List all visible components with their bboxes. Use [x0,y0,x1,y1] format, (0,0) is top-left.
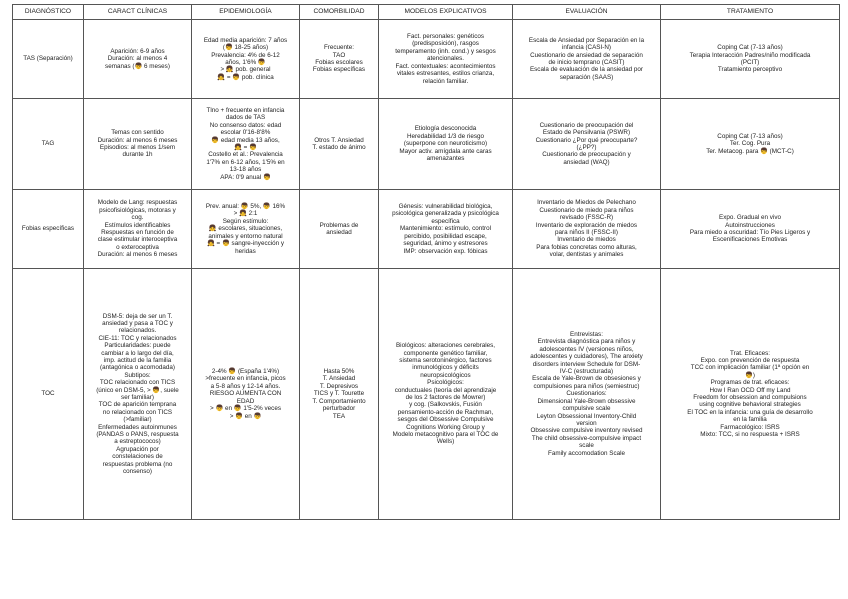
header-epidemiologia: EPIDEMIOLOGÍA [192,5,300,20]
cell-line: Autoinstrucciones [725,221,775,229]
header-clinicas: CARACT CLÍNICAS [84,5,192,20]
cell-line: psicológica generalizada y psicológica [392,210,499,218]
cell-line: adolescentes IV (versiones niños, [539,345,634,353]
cell-line: No consenso datos: edad [209,121,282,129]
cell-line: TOC relacionado con TICS [99,379,176,387]
cell-line: ansiedad [326,229,352,236]
cell-line: IV-C (estructurada) [559,368,614,376]
cell-line: Agrupación por [116,445,159,453]
cell-line: Fact. contextuales: acontecimientos [395,62,496,70]
cell-line: IMP: observación exp. fóbicas [403,247,488,255]
cell-line: imp. actitud de la familia [103,356,172,364]
cell-line: psicofisiológicas, motoras y [99,206,176,214]
cell-line: DSM-5: deja de ser un T. [102,312,173,320]
cell-diagnostico: Fobias específicas [13,190,84,269]
cell-line: scale [579,442,594,450]
cell-line: Mayor activ. amígdala ante caras [399,147,492,155]
cell-line: T. Depresivos [319,382,359,390]
table-body [13,20,840,520]
cell-line: Enfermedades autoinmunes [98,423,177,431]
cell-line: sesgos del Obsessive Compulsive [397,416,494,424]
cell-line: semanas (👦 6 meses) [105,62,170,70]
cell-line: Inventario de exploración de miedos [535,221,638,229]
cell-line: (predisposición), rasgos [412,40,479,48]
cell-line: en la familia [733,416,767,424]
cell-line: Costello et al.: Prevalencia [208,151,283,159]
cell-line: Respuestas en función de [101,229,174,236]
cell-line: Duración: al menos 6 meses [97,251,178,259]
cell-line: Edad media aparición: 7 años [203,36,288,44]
cell-line: Particularidades: puede [104,342,171,350]
cell-line: Programas de trat. eficaces: [710,379,790,387]
cell-line: escolar 0'16-8'8% [220,129,271,137]
cell-line: Leyton Obsessional Inventory-Child [536,412,637,420]
cell-line: inmunológicos y déficits [412,364,479,372]
cell-line: relacionados. [118,327,157,335]
cell-line: Cuestionario de ansiedad de separación [530,51,643,59]
cell-line: infancia (CASI-N) [562,44,611,52]
diagnosis-table [12,4,840,520]
cell-diagnostico: TOC [13,269,84,520]
cell-comorbilidad [300,20,379,99]
cell-line: Según estímulo: [222,217,269,225]
cell-line: adolescentes y cuidadores), The anxiety [530,353,643,361]
cell-line: Etiología desconocida [414,125,477,133]
cell-line: (👦 18-25 años) [222,44,269,52]
cell-line: RIESGO AUMENTA CON [209,390,282,398]
cell-line: TAO [332,51,346,59]
cell-line: 👦 edad media 13 años, [211,136,280,144]
cell-line: Biológicos: alteraciones cerebrales, [395,342,496,350]
cell-diagnostico: TAG [13,99,84,190]
cell-line: 👧 = 👦 pob. clínica [217,73,274,81]
cell-line: disorders interview Schedule for DSM- [532,360,641,368]
cell-line: TOC de aparición temprana [98,401,177,409]
cell-line: constelaciones de [112,453,163,461]
table-row [13,20,840,99]
cell-tratamiento [661,20,840,99]
cell-line: APA: 0'9 anual 👦 [220,173,271,181]
cell-evaluacion [513,269,661,520]
cell-line: 👦) [745,371,755,379]
cell-line: Escala de Yale-Brown de obsesiones y [532,375,641,383]
cell-line: TEA [332,412,346,420]
cell-line: temperamento (inh. cond.) y sesgos [395,47,496,55]
cell-line: para niños II (FSSC-II) [555,229,618,236]
cell-line: TCC con implicación familiar (1ª opción en [690,364,810,372]
cell-line: Expo. con prevención de respuesta [700,356,800,364]
cell-line: > 👦 en 👦 [229,412,262,420]
cell-line: Fact. personales: genéticos [406,33,484,41]
cell-line: o exteroceptiva [116,243,159,251]
cell-line: Tratamiento perceptivo [717,66,783,74]
cell-line: Estado de Pensilvania (PSWR) [542,129,631,137]
cell-line: conductuales (teoría del aprendizaje [394,386,497,394]
cell-line: Coping Cat (7-13 años) [717,44,783,52]
cell-line: sistema serotoninérgico, factores [399,356,492,364]
cell-line: 👧 = 👦 [234,144,257,151]
cell-line: no relacionado con TICS [102,408,173,416]
cell-line: animales y entorno natural [208,232,283,240]
cell-line: using cognitive behavioral strategies [699,401,801,409]
cell-tratamiento [661,190,840,269]
cell-clinicas [84,269,192,520]
cell-line: y cog. (Salkovskis, Fusión [409,401,482,409]
cell-line: amenazantes [426,155,465,163]
cell-comorbilidad [300,99,379,190]
cell-line: Escala de Ansiedad por Separación en la [528,36,645,44]
cell-line: T. Comportamiento [312,397,366,405]
cell-comorbilidad [300,190,379,269]
cell-line: > 👦 en 👦 1'5-2% veces [210,405,281,413]
cell-line: Mantenimiento: estímulo, control [400,225,491,233]
cell-line: Tlno + frecuente en infancia [206,106,285,114]
cell-line: Prevalencia: 4% de 6-12 [211,51,280,59]
cell-line: (único en DSM-5, > 👦, suele [96,386,179,394]
cell-line: Ter. Metacog. para 👦 (MCT-C) [706,147,794,155]
cell-tratamiento [661,99,840,190]
cell-line: Psicológicos: [427,379,464,387]
cell-line: Otros T. Ansiedad [314,136,364,144]
cell-line: T. estado de ánimo [312,144,366,151]
cell-line: 1'7% en 6-12 años, 1'5% en [206,158,285,166]
cell-line: consenso) [122,468,153,476]
cell-epidemiologia [192,20,300,99]
cell-modelos [379,190,513,269]
cell-modelos [379,99,513,190]
cell-line: (antagónica o acomodada) [100,364,175,372]
cell-line: dados de TAS [225,114,266,122]
cell-line: Duración: al menos 6 meses [97,136,178,144]
cell-line: seguridad, ánimo y estresores [403,240,488,248]
cell-line: cog. [131,214,144,222]
cell-line: Para miedo a oscuridad: Tío Pies Ligeros y [689,229,811,236]
cell-line: cambiar a lo largo del día, [101,349,174,357]
cell-line: CIE-11: TOC y relacionados [98,334,177,342]
table-row [13,99,840,190]
cell-line: Entrevistas: [570,331,603,339]
cell-line: 👧 escolares, situaciones, [208,225,283,233]
cell-line: Cuestionario ¿Por qué preocuparte? [535,136,638,144]
cell-comorbilidad [300,269,379,520]
cell-line: Farmacológico: ISRS [720,423,780,431]
cell-line: Fobias escolares [315,59,363,66]
cell-line: Obsessive compulsive inventory revised [530,427,643,435]
cell-evaluacion [513,99,661,190]
cell-line: Escala de evaluación de la ansiedad por [529,66,644,74]
cell-line: >frecuente en infancia, picos [205,375,286,383]
cell-line: Wells) [436,438,455,446]
cell-line: version [576,419,597,427]
cell-line: clase estimular interoceptiva [97,236,178,244]
cell-line: How I Ran OCD Off my Land [709,386,791,394]
cell-line: Génesis: vulnerabilidad biológica, [398,203,493,211]
cell-line: EDAD [236,397,255,405]
cell-line: 2-4% 👦 (España 1'4%) [211,368,280,376]
cell-tratamiento [661,269,840,520]
cell-line: (>familiar) [123,416,152,424]
cell-line: Family accomodation Scale [548,449,625,457]
cell-line: Temas con sentido [111,129,164,137]
cell-line: neuropsicológicos [420,371,471,379]
cell-line: a 5-8 años y 12-14 años. [210,382,281,390]
cell-line: Duración: al menos 4 [107,55,168,63]
cell-line: Mixto: TCC, si no respuesta + ISRS [700,431,800,439]
cell-modelos [379,269,513,520]
cell-line: perturbador [322,405,356,413]
cell-line: TICS y T. Tourette [313,390,365,398]
cell-line: Para fobias concretas como alturas, [536,243,637,251]
cell-clinicas [84,99,192,190]
cell-line: > 👧 2:1 [233,210,258,218]
cell-line: Heredabilidad 1/3 de riesgo [406,132,484,140]
cell-line: Inventario de Miedos de Pelechano [537,199,636,207]
cell-clinicas [84,20,192,99]
cell-evaluacion [513,20,661,99]
cell-line: Dimensional Yale-Brown obsessive [537,397,636,405]
cell-line: volar, dentistas y animales [549,251,624,259]
cell-line: (PCIT) [740,59,760,66]
cell-line: (PANDAS o PANS, respuesta [96,431,179,439]
cell-line: de los 2 factores de Mowrer) [405,394,486,401]
cell-line: Cognitions Working Group y [406,423,485,431]
table-row [13,269,840,520]
cell-line: 13-18 años [229,166,262,174]
cell-line: (¿PP?) [576,144,597,151]
cell-line: The child obsessive-compulsive impact [531,434,642,442]
cell-evaluacion [513,190,661,269]
cell-line: atencionales. [426,55,465,63]
cell-line: Inventario de miedos [557,236,616,244]
cell-line: Modelo de Lang: respuestas [97,199,178,207]
cell-line: Estímulos identificables [104,221,171,229]
cell-epidemiologia [192,190,300,269]
cell-line: Cuestionario de preocupación y [542,151,631,159]
cell-line: compulsiones para niños (semiestruc) [533,382,640,390]
summary-sheet [12,4,839,520]
cell-line: Hasta 50% [323,368,355,376]
cell-line: separación (SAAS) [559,73,614,81]
cell-line: Ter. Cog. Pura [729,140,771,148]
cell-line: componente genético familiar, [403,349,488,357]
cell-line: (superpone con neuroticismo) [403,140,488,148]
header-comorbilidad: COMORBILIDAD [300,5,379,20]
header-tratamiento: TRATAMIENTO [661,5,840,20]
cell-line: Escenificaciones Emotivas [712,236,788,244]
cell-line: Cuestionario de preocupación del [539,121,634,129]
header-evaluacion: EVALUACIÓN [513,5,661,20]
cell-line: 👧 = 👦 sangre-inyección y [206,240,285,248]
cell-line: respuestas problema (no [102,460,173,468]
cell-line: Coping Cat (7-13 años) [717,132,783,140]
cell-line: Episodios: al menos 1/sem [99,144,176,151]
cell-clinicas [84,190,192,269]
cell-line: Expo. Gradual en vivo [719,214,781,222]
header-row [13,5,840,20]
cell-line: Terapia Interacción Padres/niño modificada [689,51,811,59]
cell-line: Trat. Eficaces: [729,349,770,357]
cell-line: a estreptococos) [114,438,161,446]
cell-modelos [379,20,513,99]
header-diagnostico: DIAGNÓSTICO [13,5,84,20]
cell-line: > 👧 pob. general [220,66,271,74]
cell-diagnostico: TAS (Separación) [13,20,84,99]
cell-line: T. Ansiedad [322,375,356,383]
cell-line: ser familiar) [121,394,154,401]
cell-line: años, 1'6% 👦 [225,59,266,66]
cell-line: percibido, posibilidad escape, [404,232,487,240]
cell-line: relación familiar. [422,77,469,85]
cell-line: Aparición: 6-9 años [110,47,165,55]
cell-line: vitales estresantes, estilos crianza, [396,70,495,78]
cell-line: Frecuente: [323,44,355,52]
cell-epidemiologia [192,269,300,520]
cell-line: heridas [235,247,256,255]
cell-line: Freedom for obsession and compulsions [693,394,807,401]
cell-line: compulsive scale [562,405,611,413]
cell-line: El TOC en la infancia: una guía de desarrollo [687,408,813,416]
cell-line: específica [431,217,460,225]
cell-line: Problemas de [319,221,359,229]
cell-epidemiologia [192,99,300,190]
cell-line: Cuestionario de miedo para niños [539,206,634,214]
cell-line: Fobias específicas [312,66,366,74]
cell-line: Subtipos: [124,371,151,379]
cell-line: de inicio temprano (CASIT) [548,59,625,66]
cell-line: ansiedad (WAQ) [563,158,610,166]
cell-line: ansiedad y pasa a TOC y [102,319,173,327]
cell-line: Entrevista diagnóstica para niños y [537,338,636,346]
cell-line: durante 1h [122,151,153,159]
cell-line: revisado (FSSC-R) [559,214,614,222]
cell-line: Cuestionarios: [566,390,607,398]
cell-line: pensamiento-acción de Rachman, [397,408,494,416]
cell-line: Modelo metacognitivo para el TOC de [392,431,499,439]
header-modelos: MODELOS EXPLICATIVOS [379,5,513,20]
cell-line: Prev. anual: 👦 5%, 👦 16% [205,203,286,211]
table-row [13,190,840,269]
